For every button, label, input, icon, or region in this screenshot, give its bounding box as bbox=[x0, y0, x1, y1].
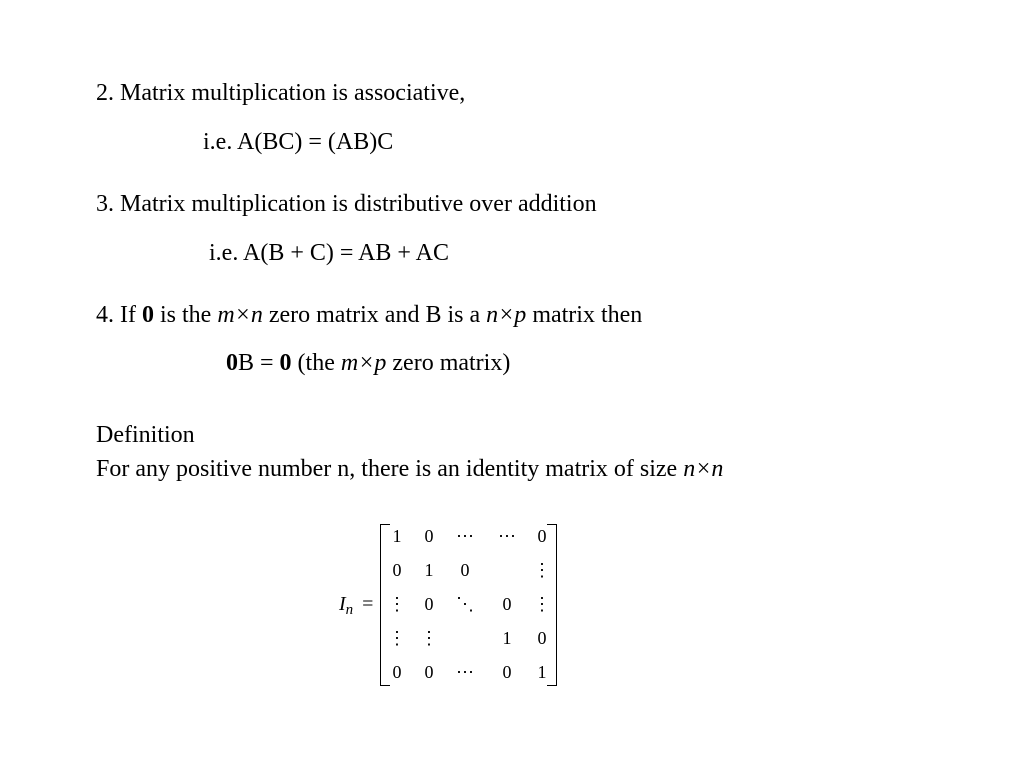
matrix-cell: ⋮ bbox=[388, 628, 406, 648]
matrix-cell: 0 bbox=[537, 526, 547, 546]
p4-ex-end: zero matrix) bbox=[386, 350, 511, 376]
matrix-cell: 0 bbox=[392, 662, 402, 682]
property-3-title: 3. Matrix multiplication is distributive over addition bbox=[96, 191, 597, 217]
identity-subscript: n bbox=[345, 602, 354, 618]
zero-symbol-2: 0 bbox=[279, 350, 292, 376]
matrix-cell: ⋮ bbox=[533, 560, 551, 580]
matrix-cell: ⋱ bbox=[456, 594, 474, 614]
matrix-cell: 1 bbox=[424, 560, 434, 580]
matrix-cell: ⋯ bbox=[456, 662, 474, 682]
m-by-n: m×n bbox=[217, 302, 263, 328]
matrix-cell: 0 bbox=[424, 662, 434, 682]
matrix-cell: ⋯ bbox=[456, 526, 474, 546]
property-4-example bbox=[226, 351, 510, 375]
matrix-cell: 0 bbox=[502, 662, 512, 682]
p4-mid1: is the bbox=[153, 302, 218, 328]
n-by-n: n×n bbox=[683, 456, 724, 482]
property-4-title bbox=[96, 303, 642, 327]
p4-ex-b: B = bbox=[238, 350, 280, 376]
p4-pre: 4. If bbox=[96, 302, 142, 328]
matrix-cell: ⋮ bbox=[533, 594, 551, 614]
property-2-example: i.e. A(BC) = (AB)C bbox=[203, 129, 394, 155]
matrix-cell: ⋮ bbox=[420, 628, 438, 648]
matrix-cell: 0 bbox=[537, 628, 547, 648]
zero-matrix-symbol: 0 bbox=[141, 302, 154, 328]
identity-matrix bbox=[335, 520, 565, 692]
definition-heading: Definition bbox=[96, 422, 195, 448]
matrix-cell: ⋮ bbox=[388, 594, 406, 614]
identity-symbol: I bbox=[339, 593, 346, 615]
matrix-cell: 1 bbox=[392, 526, 402, 546]
matrix-cell: 0 bbox=[424, 526, 434, 546]
equals-sign: = bbox=[362, 593, 374, 615]
matrix-cell: 0 bbox=[460, 560, 470, 580]
p4-ex-mid: (the bbox=[291, 350, 341, 376]
zero-symbol-1: 0 bbox=[226, 350, 238, 376]
n-by-p: n×p bbox=[486, 302, 527, 328]
matrix-cell: ⋯ bbox=[498, 526, 516, 546]
matrix-cell: 1 bbox=[537, 662, 547, 682]
identity-lhs bbox=[339, 593, 373, 616]
matrix-cell: 1 bbox=[502, 628, 512, 648]
definition-sentence: For any positive number n, there is an identity matrix of size bbox=[96, 456, 684, 482]
property-3-example: i.e. A(B + C) = AB + AC bbox=[209, 240, 449, 266]
m-by-p: m×p bbox=[340, 350, 387, 376]
p4-end: matrix then bbox=[526, 302, 643, 328]
matrix-cell: 0 bbox=[392, 560, 402, 580]
definition-text bbox=[96, 457, 723, 481]
property-2-title: 2. Matrix multiplication is associative, bbox=[96, 80, 466, 106]
matrix-cell: 0 bbox=[502, 594, 512, 614]
matrix-cell: 0 bbox=[424, 594, 434, 614]
p4-mid2: zero matrix and B is a bbox=[262, 302, 487, 328]
